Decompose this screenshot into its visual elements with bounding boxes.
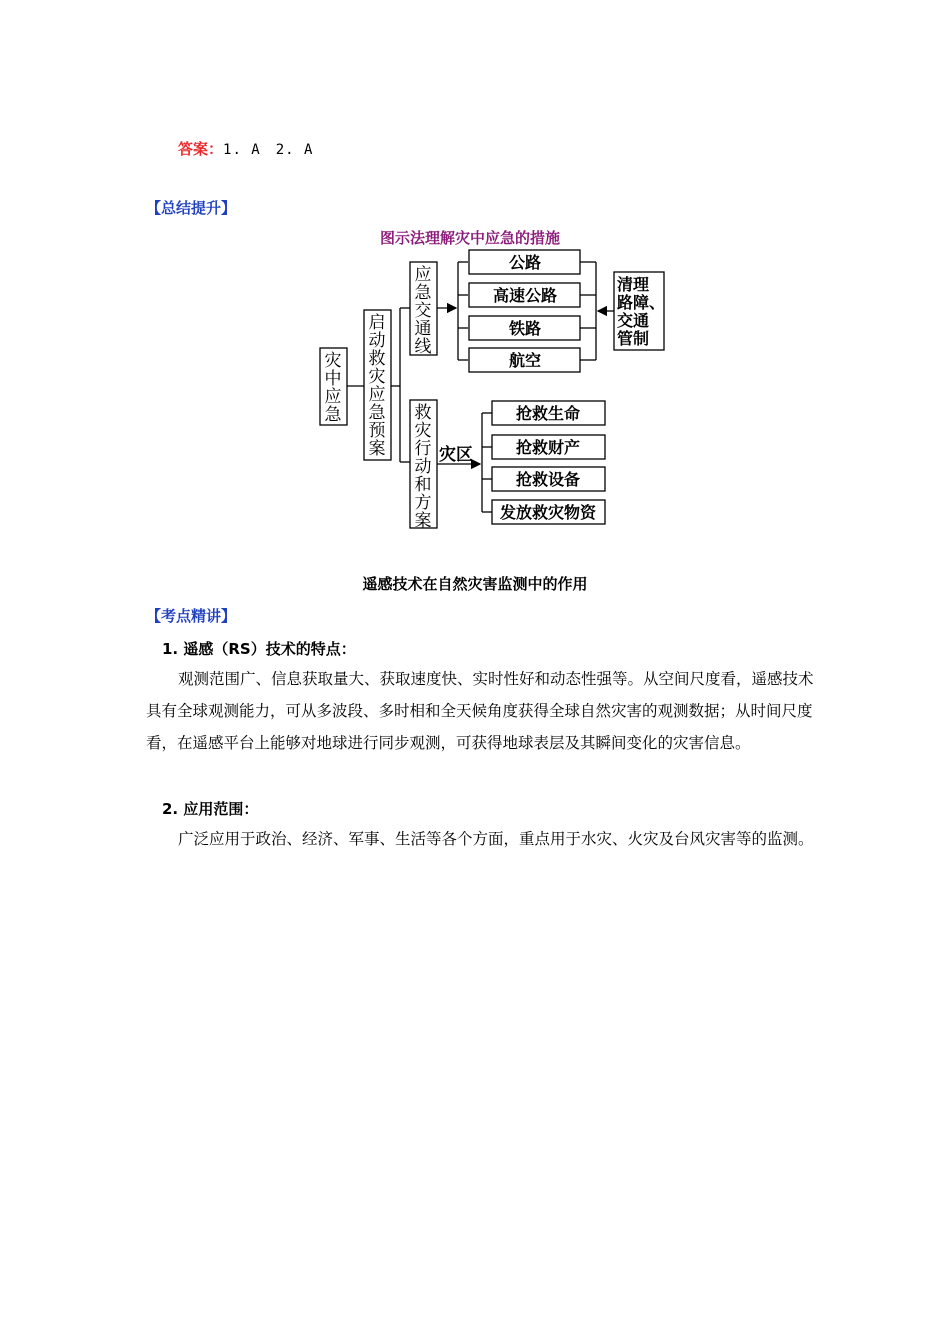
routes-text: [493, 253, 557, 370]
zone-label: 灾区: [439, 445, 473, 465]
rescue-char: 灾: [414, 421, 432, 441]
route-label: 高速公路: [492, 286, 558, 305]
item1-title: 1. 遥感（RS）技术的特点：: [162, 640, 356, 658]
diagram-title: 图示法理解灾中应急的措施: [379, 229, 561, 247]
action-label: 抢救生命: [515, 404, 581, 423]
route-label: 铁路: [508, 319, 542, 338]
action-label: 抢救财产: [515, 438, 581, 457]
emergency-measures-diagram: [0, 0, 950, 560]
plan-char: 案: [368, 439, 386, 459]
kaodian-heading: 【考点精讲】: [146, 607, 237, 625]
plan-char: 救: [368, 349, 386, 369]
clear-line: 交通: [617, 311, 650, 330]
clear-text: [617, 275, 665, 348]
plan-char: 急: [368, 403, 386, 423]
plan-char: 启: [368, 313, 386, 333]
section-title: 遥感技术在自然灾害监测中的作用: [362, 575, 588, 593]
clear-line: 路障、: [617, 293, 666, 312]
root-text: [325, 351, 343, 425]
answer-label: 答案：: [178, 140, 224, 158]
root-char: 灾: [324, 351, 342, 371]
item2-title: 2. 应用范围：: [162, 800, 259, 818]
clear-line: 清理: [617, 275, 650, 294]
rescue-char: 案: [414, 511, 432, 531]
rescue-text: [415, 403, 432, 531]
plan-char: 预: [368, 421, 386, 441]
actions-text: [499, 404, 597, 522]
rescue-char: 行: [414, 439, 432, 459]
answer-value: 1. A 2. A: [223, 142, 314, 158]
rescue-char: 救: [414, 403, 432, 423]
clear-line: 管制: [617, 329, 650, 348]
rescue-char: 和: [414, 475, 432, 495]
summary-heading: 【总结提升】: [146, 199, 237, 217]
root-char: 中: [324, 369, 342, 389]
traffic-text: [415, 265, 433, 357]
rescue-char: 动: [414, 457, 432, 477]
action-label: 发放救灾物资: [499, 503, 597, 522]
traffic-char: 应: [414, 265, 432, 285]
root-char: 应: [324, 387, 342, 407]
plan-text: [369, 313, 387, 459]
plan-char: 灾: [368, 367, 386, 387]
item2-body: 广泛应用于政治、经济、军事、生活等各个方面，重点用于水灾、火灾及台风灾害等的监测。: [178, 830, 814, 848]
root-char: 急: [324, 405, 342, 425]
traffic-char: 交: [414, 301, 432, 321]
item1-body: 观测范围广、信息获取量大、获取速度快、实时性好和动态性强等。从空间尺度看，遥感技术具有全球观测能力，可从多波段、多时相和全天候角度获得全球自然灾害的观测数据；从时间尺度看，在遥感平台上能够对地球进行同步观测，可获得地球表层及其瞬间变化的灾害信息。: [146, 670, 814, 752]
route-label: 航空: [508, 351, 542, 370]
traffic-char: 线: [414, 337, 432, 357]
plan-char: 应: [368, 385, 386, 405]
traffic-char: 急: [414, 283, 432, 303]
plan-char: 动: [368, 331, 386, 351]
action-label: 抢救设备: [515, 470, 581, 489]
rescue-char: 方: [414, 493, 432, 513]
traffic-char: 通: [414, 319, 432, 339]
route-label: 公路: [508, 253, 542, 272]
